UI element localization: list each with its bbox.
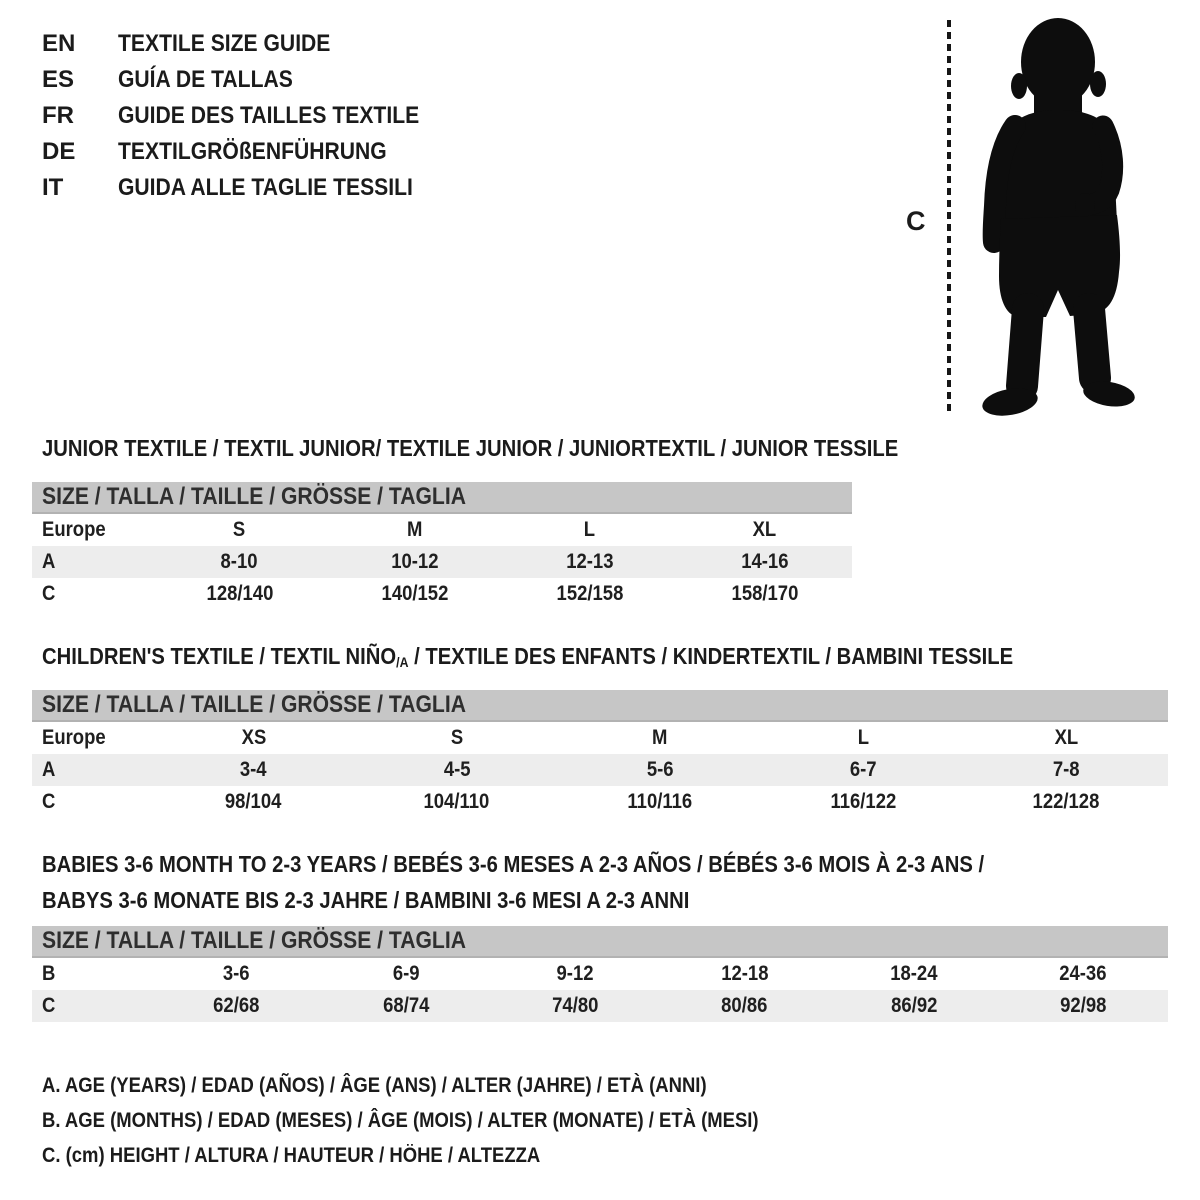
table-row (32, 578, 852, 610)
table-cell (152, 790, 355, 814)
table-row (32, 786, 1168, 818)
title-fragment: / TEXTILE DES ENFANTS / KINDERTEXTIL / BAMBINI TESSILE (408, 643, 1014, 669)
cell-value: S (233, 518, 246, 541)
cell-value: 8-10 (221, 550, 258, 573)
row-label-cell (32, 994, 152, 1018)
section-children (32, 638, 1168, 818)
section-title-text (42, 846, 984, 882)
title-fragment: CHILDREN'S TEXTILE / TEXTIL NIÑO (42, 643, 397, 669)
table-cell (677, 518, 852, 542)
cell-value: 128/140 (206, 582, 273, 605)
table-cell (152, 582, 327, 606)
table-cell (152, 962, 321, 986)
language-row (42, 170, 460, 206)
language-row (42, 26, 460, 62)
section-title (32, 882, 1168, 918)
language-code: ES (42, 66, 75, 93)
title-fragment: /A (396, 654, 409, 670)
cell-value: 158/170 (731, 582, 798, 605)
language-title-list (42, 26, 460, 206)
table-cell (502, 550, 677, 574)
cell-value: 5-6 (646, 758, 674, 781)
table-cell (321, 962, 490, 986)
cell-value: 74/80 (552, 994, 599, 1017)
table-cell (762, 790, 965, 814)
cell-value: 10-12 (390, 550, 439, 573)
section-junior (32, 430, 899, 610)
section-title (32, 846, 1168, 882)
legend-text: B. AGE (MONTHS) / EDAD (MESES) / ÂGE (MOIS) / ALTER (MONATE) / ETÀ (MESI) (42, 1109, 759, 1132)
cell-value: 7-8 (1053, 758, 1080, 781)
language-row (42, 62, 460, 98)
legend (42, 1068, 856, 1173)
cell-value: 6-7 (849, 758, 877, 781)
language-row (42, 134, 460, 170)
cell-value: 92/98 (1060, 994, 1107, 1017)
cell-value: 24-36 (1059, 962, 1107, 985)
table-cell (558, 758, 761, 782)
section-title (32, 430, 899, 466)
row-label-cell (32, 790, 152, 814)
cell-value: 18-24 (890, 962, 938, 985)
table-cell (327, 550, 502, 574)
table-cell (999, 994, 1168, 1018)
cell-value: L (857, 726, 869, 749)
table-cell (152, 994, 321, 1018)
cell-value: 6-9 (392, 962, 420, 985)
language-guide-title: GUÍA DE TALLAS (118, 66, 293, 93)
legend-line (42, 1068, 856, 1103)
table-cell (355, 726, 558, 750)
section-title-text (42, 430, 898, 466)
cell-value: 104/110 (423, 790, 490, 813)
row-label: Europe (42, 726, 106, 749)
section-title-text (42, 638, 1013, 677)
cell-value: 86/92 (890, 994, 938, 1017)
cell-value: 3-6 (223, 962, 251, 985)
size-table-header (32, 482, 852, 514)
row-label: C (42, 790, 56, 813)
section-babies (32, 846, 1168, 1022)
table-cell (999, 962, 1168, 986)
table-cell (829, 994, 998, 1018)
size-table-header-label: SIZE / TALLA / TAILLE / GRÖSSE / TAGLIA (42, 483, 466, 510)
legend-line (42, 1138, 856, 1173)
language-code: EN (42, 30, 76, 57)
row-label: B (42, 962, 56, 985)
cell-value: 3-4 (240, 758, 267, 781)
table-row (32, 722, 1168, 754)
table-cell (152, 550, 327, 574)
row-label-cell (32, 962, 152, 986)
row-label-cell (32, 758, 152, 782)
table-row (32, 514, 852, 546)
language-guide-title: TEXTILGRÖßENFÜHRUNG (118, 138, 387, 165)
size-table-junior (32, 482, 852, 610)
table-cell (491, 994, 660, 1018)
table-cell (660, 994, 829, 1018)
language-guide-title: TEXTILE SIZE GUIDE (118, 30, 331, 57)
cell-value: 68/74 (382, 994, 430, 1017)
cell-value: 116/122 (830, 790, 897, 813)
table-cell (502, 518, 677, 542)
size-table-header (32, 926, 1168, 958)
table-cell (327, 582, 502, 606)
table-cell (677, 550, 852, 574)
height-dashed-line (947, 20, 951, 416)
legend-line (42, 1103, 856, 1138)
table-cell (152, 758, 355, 782)
cell-value: 12-13 (565, 550, 614, 573)
table-cell (355, 758, 558, 782)
title-fragment: BABIES 3-6 MONTH TO 2-3 YEARS / BEBÉS 3-6 MESES A 2-3 AÑOS / BÉBÉS 3-6 MOIS À 2-3 ANS / (42, 851, 985, 877)
table-cell (502, 582, 677, 606)
cell-value: 14-16 (740, 550, 789, 573)
size-table-header-label: SIZE / TALLA / TAILLE / GRÖSSE / TAGLIA (42, 691, 466, 718)
cell-value: M (652, 726, 668, 749)
cell-value: XL (1054, 726, 1079, 749)
table-cell (965, 726, 1168, 750)
cell-value: 152/158 (556, 582, 623, 605)
section-title (32, 638, 1168, 674)
row-label-cell (32, 582, 152, 606)
table-cell (491, 962, 660, 986)
cell-value: 80/86 (721, 994, 768, 1017)
cell-value: 62/68 (213, 994, 260, 1017)
cell-value: 110/116 (627, 790, 693, 813)
table-cell (762, 726, 965, 750)
row-label: Europe (42, 518, 106, 541)
table-cell (355, 790, 558, 814)
cell-value: 12-18 (721, 962, 769, 985)
size-table-children (32, 690, 1168, 818)
language-code: IT (42, 174, 64, 201)
row-label: C (42, 582, 56, 605)
title-fragment: BABYS 3-6 MONATE BIS 2-3 JAHRE / BAMBINI 3-6 MESI A 2-3 ANNI (42, 887, 690, 913)
table-row (32, 990, 1168, 1022)
table-cell (965, 790, 1168, 814)
table-row (32, 546, 852, 578)
table-cell (558, 790, 761, 814)
table-cell (965, 758, 1168, 782)
cell-value: L (583, 518, 596, 541)
table-cell (660, 962, 829, 986)
row-label: C (42, 994, 56, 1017)
cell-value: 122/128 (1033, 790, 1100, 813)
toddler-silhouette (968, 14, 1140, 420)
language-row (42, 98, 460, 134)
legend-text: C. (cm) HEIGHT / ALTURA / HAUTEUR / HÖHE / ALTEZZA (42, 1144, 541, 1167)
table-cell (152, 518, 327, 542)
table-cell (152, 726, 355, 750)
row-label: A (42, 758, 56, 781)
table-cell (829, 962, 998, 986)
cell-value: 140/152 (381, 582, 448, 605)
table-row (32, 754, 1168, 786)
row-label-cell (32, 550, 152, 574)
row-label-cell (32, 518, 152, 542)
cell-value: 4-5 (443, 758, 471, 781)
table-cell (558, 726, 761, 750)
height-measure-label: C (906, 206, 926, 236)
legend-text: A. AGE (YEARS) / EDAD (AÑOS) / ÂGE (ANS) / ALTER (JAHRE) / ETÀ (ANNI) (42, 1074, 707, 1097)
table-cell (762, 758, 965, 782)
cell-value: 98/104 (225, 790, 282, 813)
size-table-header-label: SIZE / TALLA / TAILLE / GRÖSSE / TAGLIA (42, 927, 466, 954)
table-cell (321, 994, 490, 1018)
row-label: A (42, 550, 56, 573)
cell-value: XS (241, 726, 266, 749)
title-fragment: JUNIOR TEXTILE / TEXTIL JUNIOR/ TEXTILE JUNIOR / JUNIORTEXTIL / JUNIOR TESSILE (42, 435, 899, 461)
table-row (32, 958, 1168, 990)
cell-value: 9-12 (556, 962, 594, 985)
language-guide-title: GUIDA ALLE TAGLIE TESSILI (118, 174, 413, 201)
language-code: DE (42, 138, 76, 165)
size-table-header (32, 690, 1168, 722)
table-cell (677, 582, 852, 606)
row-label-cell (32, 726, 152, 750)
cell-value: M (406, 518, 423, 541)
table-cell (327, 518, 502, 542)
cell-value: S (450, 726, 463, 749)
size-table-babies (32, 926, 1168, 1022)
language-guide-title: GUIDE DES TAILLES TEXTILE (118, 102, 420, 129)
section-title-text (42, 882, 689, 918)
language-code: FR (42, 102, 74, 129)
cell-value: XL (752, 518, 777, 541)
